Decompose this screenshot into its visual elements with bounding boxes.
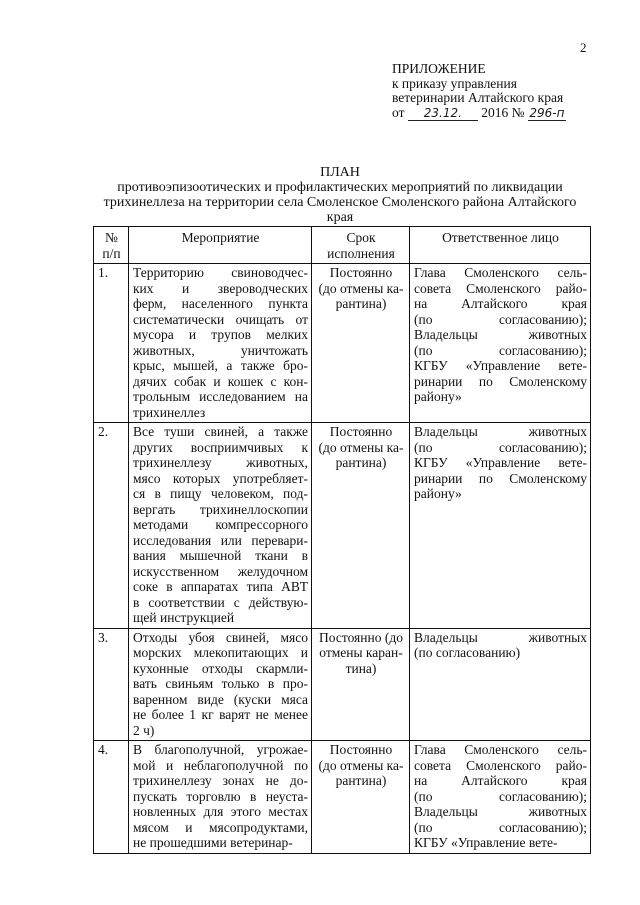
- header-term-line: исполнения: [327, 245, 395, 261]
- responsible-cell: [410, 423, 591, 629]
- measure-cell-line: вать свиньям только в про-: [133, 676, 308, 691]
- measure-cell-line: мой и неблагополучной по: [133, 757, 308, 773]
- measure-cell-line: трихинеллезу животных,: [133, 455, 308, 470]
- term-cell: [312, 741, 410, 854]
- measure-cell-line: трихинеллез: [133, 404, 206, 420]
- measure-cell: [129, 264, 312, 423]
- responsible-cell-line: Владельцы животных: [414, 327, 587, 342]
- responsible-cell-line: КГБУ «Управление вете-: [414, 455, 587, 470]
- responsible-cell-line: (по согласованию);: [414, 311, 587, 327]
- responsible-cell-line: (по согласованию);: [414, 819, 587, 835]
- handwritten-date: 23.12.: [408, 106, 478, 122]
- term-cell-line: Постоянно: [329, 424, 393, 439]
- responsible-cell-line: Владельцы животных: [414, 629, 587, 645]
- responsible-cell-line: району»: [414, 389, 462, 404]
- measure-cell-line: трихинеллезу зонах не до-: [133, 773, 308, 788]
- measure-cell-line: ких и звероводческих: [133, 280, 308, 296]
- row-number: 1.: [94, 264, 129, 423]
- term-cell-line: рантина): [335, 455, 387, 470]
- responsible-cell-line: (по согласованию);: [414, 342, 587, 358]
- measure-cell-line: мясо которых употребляет-: [133, 470, 308, 486]
- handwritten-order-number: 296-п: [529, 105, 565, 120]
- table-row: [94, 423, 591, 629]
- header-term-line: Срок: [346, 230, 376, 245]
- measure-cell-line: мясом и мясопродуктами,: [133, 819, 308, 835]
- term-cell-line: Постоянно: [329, 742, 393, 757]
- term-cell-line: рантина): [335, 296, 387, 311]
- table-header-row: [94, 227, 591, 264]
- term-cell-line: отмены каран-: [319, 645, 403, 660]
- measure-cell: [129, 628, 312, 741]
- responsible-cell-line: ринарии по Смоленскому: [414, 373, 587, 389]
- measure-cell-line: исследования или перевари-: [133, 532, 308, 548]
- plan-title: ПЛАН: [320, 165, 360, 180]
- header-num-line: №: [105, 230, 118, 245]
- measure-cell-line: не прошедшими ветеринар-: [133, 835, 293, 850]
- responsible-cell-line: на Алтайского края: [414, 296, 587, 311]
- responsible-cell-line: Глава Смоленского сель-: [414, 742, 587, 757]
- header-term: [312, 227, 410, 264]
- responsible-cell-line: (по согласованию);: [414, 439, 587, 455]
- measure-cell-line: щей инструкцией: [133, 610, 235, 625]
- responsible-cell-line: (по согласованию): [414, 645, 521, 660]
- measure-cell-line: ся в пищу человеком, под-: [133, 486, 308, 501]
- responsible-cell-line: району»: [414, 486, 462, 501]
- appendix-title: ПРИЛОЖЕНИЕ: [392, 61, 486, 76]
- measure-cell-line: дячих собак и кошек с кон-: [133, 373, 308, 389]
- plan-subtitle: [100, 180, 580, 225]
- row-number: 2.: [94, 423, 129, 629]
- responsible-cell-line: Глава Смоленского сель-: [414, 265, 587, 280]
- measure-cell-line: ферм, населенного пункта: [133, 296, 308, 311]
- measure-cell-line: Все туши свиней, а также: [133, 424, 308, 439]
- responsible-cell-line: Владельцы животных: [414, 424, 587, 439]
- term-cell-line: Постоянно: [329, 265, 393, 280]
- responsible-cell-line: КГБУ «Управление вете-: [414, 358, 587, 373]
- term-cell-line: Постоянно (до: [319, 629, 403, 645]
- responsible-cell-line: КГБУ «Управление вете-: [414, 835, 558, 850]
- term-cell-line: (до отмены ка-: [318, 439, 404, 455]
- measure-cell-line: не более 1 кг варят не менее: [133, 707, 308, 722]
- date-year: 2016 №: [481, 104, 525, 120]
- plan-subtitle-line: противоэпизоотических и профилактических мероприятий по ликвидации: [117, 180, 563, 195]
- plan-heading: [100, 165, 580, 225]
- table-row: [94, 741, 591, 854]
- responsible-cell: [410, 741, 591, 854]
- responsible-cell-line: Владельцы животных: [414, 804, 587, 819]
- measure-cell-line: В благополучной, угрожае-: [133, 742, 308, 757]
- measure-cell: [129, 423, 312, 629]
- responsible-cell-line: совета Смоленского райо-: [414, 757, 587, 773]
- appendix-line-2: ветеринарии Алтайского края: [392, 90, 564, 105]
- measure-cell-line: других восприимчивых к: [133, 439, 308, 455]
- row-number: 3.: [94, 628, 129, 741]
- responsible-cell-line: (по согласованию);: [414, 788, 587, 804]
- plan-subtitle-line: трихинеллеза на территории села Смоленское Смоленского района Алтайского: [103, 195, 577, 210]
- appendix-block: [392, 62, 566, 121]
- date-prefix: от: [392, 104, 405, 120]
- table-row: [94, 628, 591, 741]
- responsible-cell: [410, 264, 591, 423]
- measure-cell-line: мусора и трупов мелких: [133, 327, 308, 342]
- measure-cell-line: в соответствии с действую-: [133, 594, 308, 610]
- page-number: 2: [580, 40, 587, 55]
- header-num-line: п/п: [102, 245, 121, 261]
- measure-cell-line: искусственном желудочном: [133, 563, 308, 579]
- measure-cell-line: варенном виде (куски мяса: [133, 691, 308, 707]
- header-responsible: Ответственное лицо: [410, 227, 591, 264]
- responsible-cell: [410, 628, 591, 741]
- measure-cell-line: методами компрессорного: [133, 517, 308, 532]
- term-cell: [312, 628, 410, 741]
- measure-cell-line: крыс, мышей, а также бро-: [133, 358, 308, 373]
- header-num: [94, 227, 129, 264]
- row-number: 4.: [94, 741, 129, 854]
- measure-cell-line: систематически очищать от: [133, 311, 308, 327]
- plan-subtitle-line: края: [326, 210, 354, 225]
- appendix-line-1: к приказу управления: [392, 75, 517, 91]
- measure-cell-line: вергать трихинеллоскопии: [133, 501, 308, 517]
- term-cell: [312, 423, 410, 629]
- measure-cell-line: морских млекопитающих и: [133, 645, 308, 660]
- measure-cell-line: пускать торговлю в неуста-: [133, 788, 308, 804]
- responsible-cell-line: совета Смоленского райо-: [414, 280, 587, 296]
- measure-cell-line: вания мышечной ткани в: [133, 548, 308, 563]
- measure-cell-line: соке в аппаратах типа АВТ: [133, 579, 308, 594]
- measure-cell-line: трольным исследованием на: [133, 389, 308, 404]
- appendix-date-line: [392, 106, 566, 122]
- term-cell-line: рантина): [335, 773, 387, 788]
- measure-cell-line: Территорию свиноводчес-: [133, 265, 308, 280]
- measure-cell: [129, 741, 312, 854]
- responsible-cell-line: ринарии по Смоленскому: [414, 470, 587, 486]
- measure-cell-line: животных, уничтожать: [133, 342, 308, 358]
- measure-cell-line: 2 ч): [133, 722, 155, 738]
- measure-cell-line: Отходы убоя свиней, мясо: [133, 629, 308, 645]
- term-cell-line: (до отмены ка-: [318, 280, 404, 296]
- measure-cell-line: новленных для этого местах: [133, 804, 308, 819]
- term-cell-line: (до отмены ка-: [318, 757, 404, 773]
- responsible-cell-line: на Алтайского края: [414, 773, 587, 788]
- term-cell-line: тина): [345, 660, 377, 676]
- table-row: [94, 264, 591, 423]
- header-measure: Мероприятие: [129, 227, 312, 264]
- term-cell: [312, 264, 410, 423]
- measure-cell-line: кухонные отходы скармли-: [133, 660, 308, 676]
- plan-table: [93, 226, 591, 854]
